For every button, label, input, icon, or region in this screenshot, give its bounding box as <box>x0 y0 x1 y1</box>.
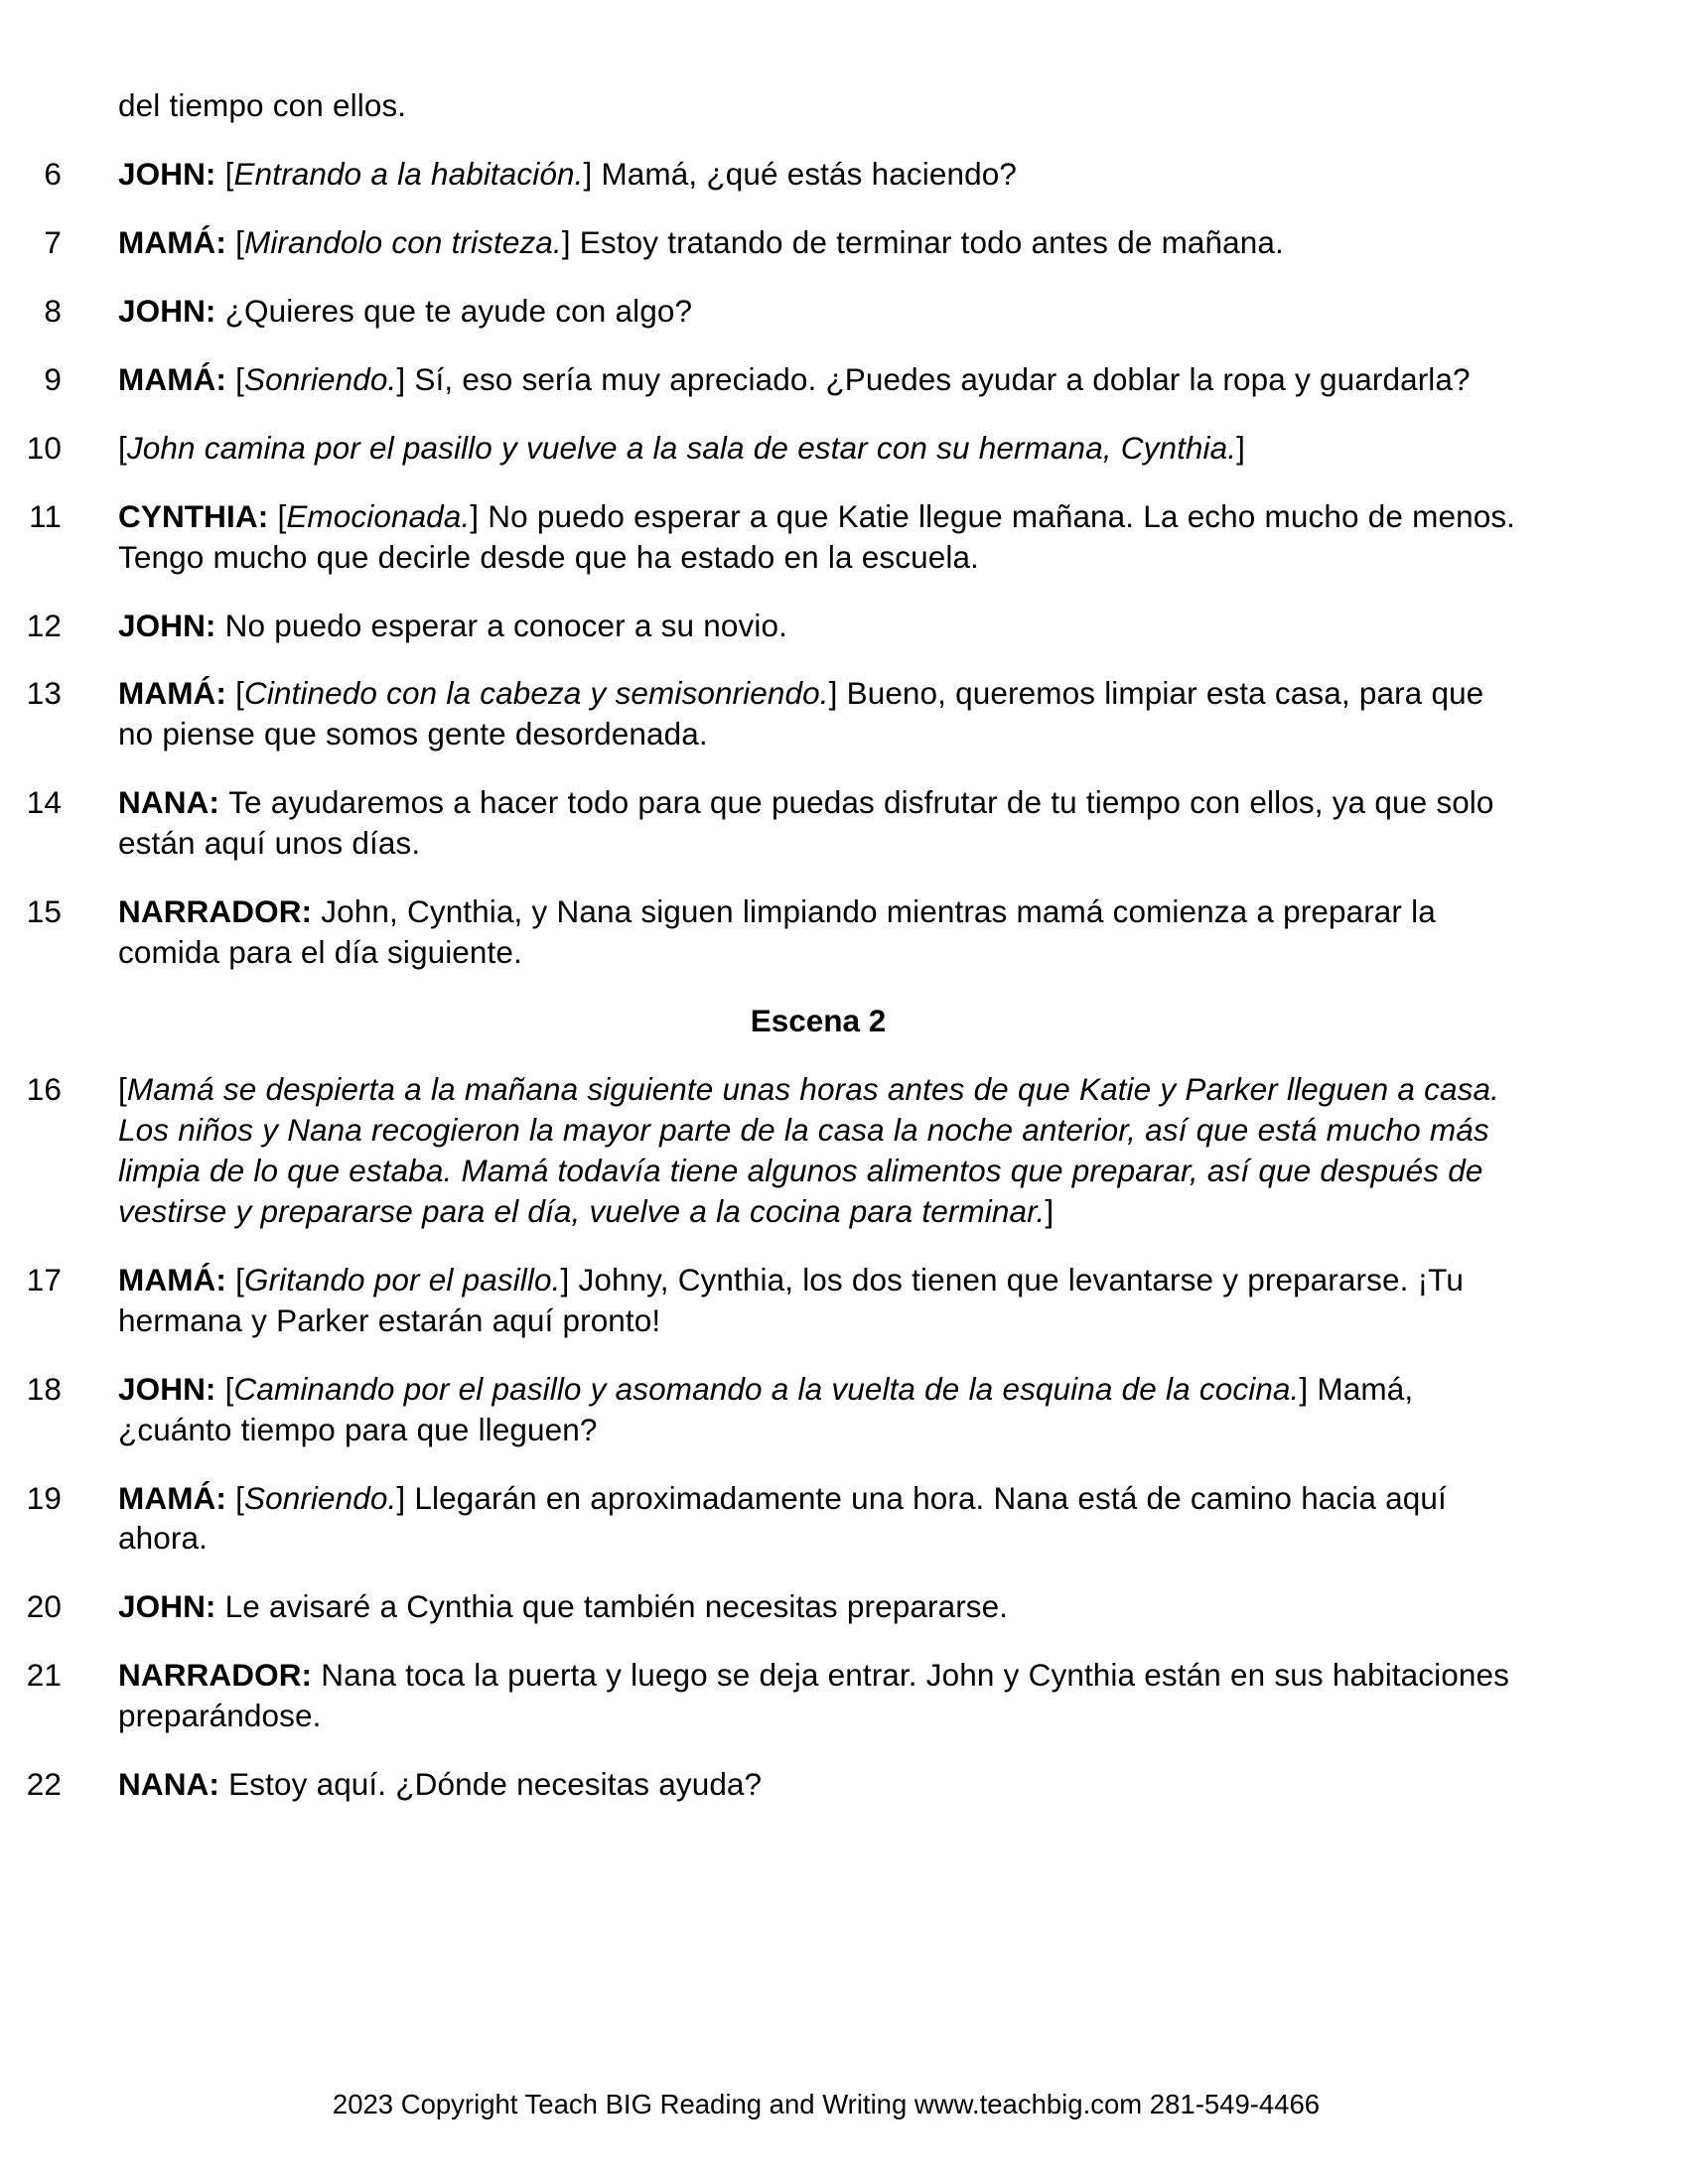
line-number: 20 <box>26 1588 62 1625</box>
line-number: 7 <box>44 223 62 260</box>
line-text: Sí, eso sería muy apreciado. ¿Puedes ayudar a doblar la ropa y guardarla? <box>405 360 1471 397</box>
stage-direction-open-bracket: [ <box>235 1479 244 1516</box>
script-line <box>0 1655 1688 1736</box>
script-line <box>0 1369 1688 1450</box>
line-number: 22 <box>26 1766 62 1803</box>
script-line <box>0 1586 1688 1627</box>
stage-direction-close-bracket: ] <box>1236 429 1245 466</box>
line-number: 11 <box>29 497 62 534</box>
stage-direction-open-bracket: [ <box>277 497 287 534</box>
stage-direction-open-bracket: [ <box>235 360 244 397</box>
page-footer: 2023 Copyright Teach BIG Reading and Writing www.teachbig.com 281-549-4466 <box>332 2089 1321 2120</box>
line-body <box>118 1586 1524 1627</box>
line-body <box>118 673 1524 754</box>
speaker-label: MAMÁ: <box>118 1261 236 1297</box>
stage-direction-close-bracket: ] <box>1045 1192 1055 1229</box>
stage-direction-open-bracket: [ <box>235 223 244 260</box>
line-body <box>118 1764 1524 1805</box>
line-number: 17 <box>26 1261 62 1297</box>
stage-direction-open-bracket: [ <box>118 429 127 466</box>
stage-direction: Mirandolo con tristeza. <box>243 223 562 260</box>
stage-direction-close-bracket: ] <box>470 497 480 534</box>
script-line <box>0 1764 1688 1805</box>
line-text: ¿Quieres que te ayude con algo? <box>224 292 693 329</box>
line-body <box>118 222 1524 263</box>
continued-text: del tiempo con ellos. <box>118 87 407 123</box>
line-body <box>118 428 1524 469</box>
script-line <box>0 291 1688 332</box>
line-text: Johny, Cynthia, los dos tienen que levantarse y prepararse. ¡Tu hermana y Parker estarán aquí pronto! <box>118 1261 1464 1338</box>
line-text: Le avisaré a Cynthia que también necesitas prepararse. <box>224 1588 1009 1625</box>
stage-direction: Sonriendo. <box>243 1479 397 1516</box>
speaker-label: MAMÁ: <box>118 360 236 397</box>
line-text: No puedo esperar a que Katie llegue mañana. La echo mucho de menos. Tengo mucho que decirle desde que ha estado en la escuela. <box>118 497 1516 575</box>
speaker-label: JOHN: <box>118 155 225 192</box>
scene-heading: Escena 2 <box>750 1003 887 1039</box>
line-text: Te ayudaremos a hacer todo para que puedas disfrutar de tu tiempo con ellos, ya que solo están aquí unos días. <box>118 784 1494 862</box>
script-line <box>0 496 1688 578</box>
speaker-label: JOHN: <box>118 292 225 329</box>
stage-direction: Mamá se despierta a la mañana siguiente unas horas antes de que Katie y Parker lleguen a casa. Los niños y Nana recogieron la mayor parte de la casa la noche anterior, así que está mucho más limpia de lo que estaba. Mamá todavía tiene algunos alimentos que preparar, así que después de vestirse y prepararse para el día, vuelve a la cocina para terminar. <box>118 1071 1499 1229</box>
stage-direction-open-bracket: [ <box>118 1071 127 1107</box>
line-body <box>118 606 1524 646</box>
line-number: 14 <box>26 784 62 821</box>
stage-direction: Gritando por el pasillo. <box>243 1261 561 1297</box>
speaker-label: NANA: <box>118 1766 229 1803</box>
speaker-label: MAMÁ: <box>118 223 236 260</box>
line-number: 18 <box>26 1370 62 1407</box>
speaker-label: CYNTHIA: <box>118 497 278 534</box>
speaker-label: MAMÁ: <box>118 675 236 712</box>
speaker-label: NARRADOR: <box>118 893 322 930</box>
line-body <box>118 1655 1524 1736</box>
line-text: Estoy tratando de terminar todo antes de mañana. <box>570 223 1284 260</box>
line-number: 16 <box>26 1071 62 1107</box>
line-text: Llegarán en aproximadamente una hora. Nana está de camino hacia aquí ahora. <box>118 1479 1447 1557</box>
stage-direction: Caminando por el pasillo y asomando a la vuelta de la esquina de la cocina. <box>233 1370 1300 1407</box>
stage-direction-open-bracket: [ <box>224 1370 234 1407</box>
line-number: 13 <box>26 675 62 712</box>
stage-direction-close-bracket: ] <box>560 1261 570 1297</box>
stage-direction: Cintinedo con la cabeza y semisonriendo. <box>243 675 829 712</box>
speaker-label: MAMÁ: <box>118 1479 236 1516</box>
script-line <box>0 359 1688 400</box>
script-line <box>0 428 1688 469</box>
line-text: Mamá, ¿cuánto tiempo para que lleguen? <box>118 1370 1414 1447</box>
stage-direction-close-bracket: ] <box>396 360 406 397</box>
line-number: 15 <box>26 893 62 930</box>
stage-direction-close-bracket: ] <box>1299 1370 1309 1407</box>
line-body <box>118 1369 1524 1450</box>
script-line <box>0 606 1688 646</box>
line-body <box>118 1069 1524 1232</box>
stage-direction-open-bracket: [ <box>235 675 244 712</box>
stage-direction-close-bracket: ] <box>561 223 571 260</box>
stage-direction: Entrando a la habitación. <box>233 155 584 192</box>
line-text: Mamá, ¿qué estás haciendo? <box>592 155 1017 192</box>
line-number: 10 <box>26 429 62 466</box>
script-line <box>0 1260 1688 1341</box>
line-number: 8 <box>44 292 62 329</box>
stage-direction-open-bracket: [ <box>235 1261 244 1297</box>
line-body <box>118 1260 1524 1341</box>
stage-direction-close-bracket: ] <box>828 675 838 712</box>
speaker-label: NANA: <box>118 784 229 821</box>
script-line <box>0 673 1688 754</box>
stage-direction: Emocionada. <box>286 497 471 534</box>
line-body <box>118 291 1524 332</box>
stage-direction-close-bracket: ] <box>583 155 593 192</box>
stage-direction: John camina por el pasillo y vuelve a la sala de estar con su hermana, Cynthia. <box>126 429 1237 466</box>
line-text: No puedo esperar a conocer a su novio. <box>224 607 787 643</box>
line-text: Nana toca la puerta y luego se deja entrar. John y Cynthia están en sus habitaciones preparándose. <box>118 1657 1509 1734</box>
line-body <box>118 359 1524 400</box>
line-number: 19 <box>26 1479 62 1516</box>
speaker-label: NARRADOR: <box>118 1657 322 1694</box>
script-line <box>0 222 1688 263</box>
line-text: Estoy aquí. ¿Dónde necesitas ayuda? <box>228 1766 763 1803</box>
stage-direction-open-bracket: [ <box>224 155 234 192</box>
script-line <box>0 1069 1688 1232</box>
script-lines-scene-2 <box>0 1069 1688 1805</box>
line-number: 21 <box>26 1657 62 1694</box>
line-number: 6 <box>44 155 62 192</box>
speaker-label: JOHN: <box>118 1370 225 1407</box>
line-body <box>118 154 1524 195</box>
line-body <box>118 782 1524 864</box>
script-line <box>0 154 1688 195</box>
line-number: 12 <box>26 607 62 643</box>
line-body <box>118 1478 1524 1560</box>
continued-paragraph <box>0 85 1688 126</box>
script-line <box>0 782 1688 864</box>
script-lines-scene-1 <box>0 154 1688 973</box>
stage-direction-close-bracket: ] <box>396 1479 406 1516</box>
speaker-label: JOHN: <box>118 607 225 643</box>
stage-direction: Sonriendo. <box>243 360 397 397</box>
line-text: Bueno, queremos limpiar esta casa, para que no piense que somos gente desordenada. <box>118 675 1484 752</box>
line-body <box>118 891 1524 973</box>
line-number: 9 <box>44 360 62 397</box>
line-text: John, Cynthia, y Nana siguen limpiando mientras mamá comienza a preparar la comida para el día siguiente. <box>118 893 1436 971</box>
script-line <box>0 891 1688 973</box>
line-body <box>118 496 1524 578</box>
speaker-label: JOHN: <box>118 1588 225 1625</box>
script-line <box>0 1478 1688 1560</box>
